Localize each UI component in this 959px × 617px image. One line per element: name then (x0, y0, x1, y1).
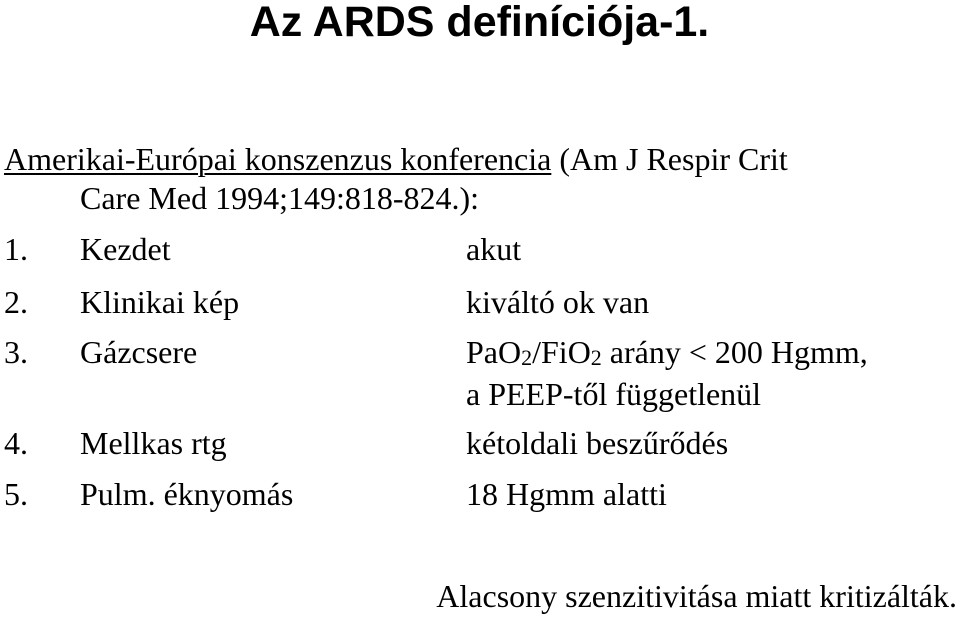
criterion-value: kétoldali beszűrődés (466, 425, 729, 461)
criterion-label: Kezdet (80, 231, 171, 267)
fio-subscript: 2 (590, 345, 602, 370)
criterion-number: 5. (4, 476, 28, 512)
pao-subscript: 2 (521, 345, 533, 370)
conference-name: Amerikai-Európai konszenzus konferencia (4, 141, 552, 177)
criterion-label: Klinikai kép (80, 284, 240, 320)
ratio-text: arány < 200 Hgmm, (601, 334, 868, 370)
slide-title: Az ARDS definíciója-1. (249, 0, 710, 46)
criterion-value: kiváltó ok van (466, 284, 650, 320)
criterion-value (466, 334, 868, 370)
citation-part2: Care Med 1994;149:818-824.): (80, 180, 480, 216)
fio-text: /FiO (532, 334, 591, 370)
criterion-number: 3. (4, 334, 28, 370)
citation-part1: (Am J Respir Crit (551, 141, 788, 177)
criterion-label: Mellkas rtg (80, 425, 227, 461)
criterion-number: 2. (4, 284, 28, 320)
pao-text: PaO (466, 334, 522, 370)
criterion-number: 1. (4, 231, 28, 267)
criterion-label: Pulm. éknyomás (80, 476, 294, 512)
criterion-number: 4. (4, 425, 28, 461)
criterion-value-line2: a PEEP-től függetlenül (466, 376, 762, 412)
criterion-value: akut (466, 231, 522, 267)
footnote: Alacsony szenzitivitása miatt kritizálták. (436, 578, 957, 614)
criterion-label: Gázcsere (80, 334, 198, 370)
criterion-value: 18 Hgmm alatti (466, 476, 667, 512)
source-line-1 (4, 141, 788, 177)
